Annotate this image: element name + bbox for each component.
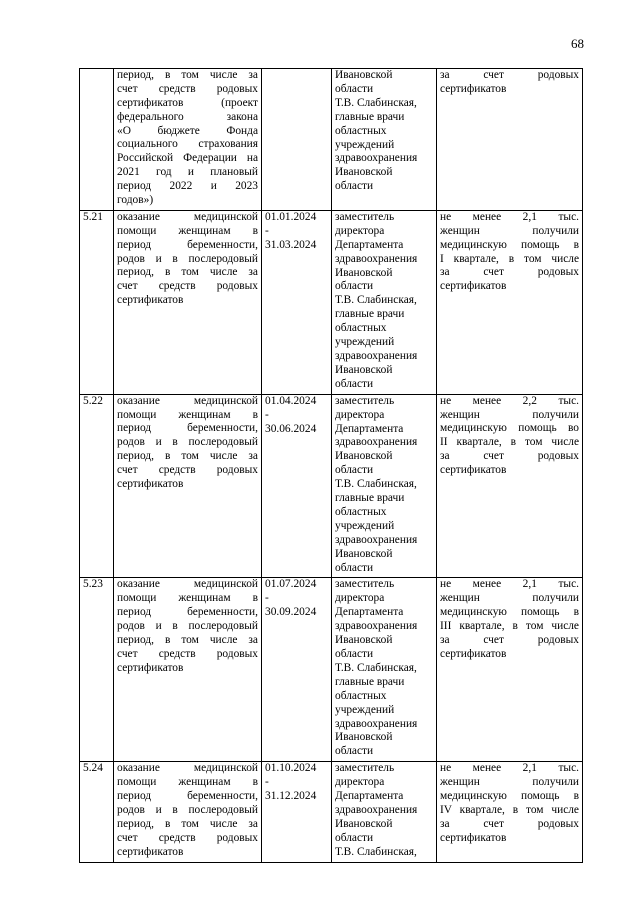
result-line: женщин получили	[440, 224, 579, 237]
responsible-line: здравоохранения	[335, 152, 418, 165]
responsible-cell	[332, 394, 437, 578]
table-row	[80, 578, 583, 762]
responsible-line: заместитель	[335, 762, 395, 775]
event-line: период 2022 и 2023	[117, 180, 258, 193]
result-cell	[437, 578, 583, 762]
event-line: помощи женщинам в	[117, 592, 258, 605]
responsible-line: главные врачи	[335, 675, 405, 688]
responsible-line: заместитель	[335, 394, 395, 407]
responsible-line: здравоохранения	[335, 533, 418, 546]
result-line: сертификатов	[440, 464, 507, 477]
event-line: сертификатов (проект	[117, 96, 258, 109]
responsible-line: областных	[335, 124, 387, 137]
result-line: за счет родовых	[440, 266, 579, 279]
plan-table-body	[80, 69, 583, 863]
event-line: сертификатов	[117, 478, 184, 491]
event-line: родов и в послеродовый	[117, 803, 258, 816]
event-line: социального страхования	[117, 138, 258, 151]
responsible-line: учреждений	[335, 519, 395, 532]
event-line: родов и в послеродовый	[117, 620, 258, 633]
responsible-line: директора	[335, 592, 385, 605]
responsible-line: Департамента	[335, 238, 404, 251]
responsible-line: области	[335, 745, 374, 758]
event-line: помощи женщинам в	[117, 408, 258, 421]
responsible-line: здравоохранения	[335, 436, 418, 449]
result-line: не менее 2,2 тыс.	[440, 394, 579, 407]
event-line: период, в том числе за	[117, 634, 258, 647]
responsible-line: Департамента	[335, 422, 404, 435]
result-line: женщин получили	[440, 592, 579, 605]
term-line: -	[265, 224, 269, 237]
responsible-line: здравоохранения	[335, 717, 418, 730]
event-line: период, в том числе за	[117, 266, 258, 279]
term-line: 01.04.2024	[265, 394, 317, 407]
event-line: оказание медицинской	[117, 394, 258, 407]
responsible-line: директора	[335, 776, 385, 789]
term-cell	[262, 394, 332, 578]
event-line: родов и в послеродовый	[117, 436, 258, 449]
result-line: за счет родовых	[440, 634, 579, 647]
event-line: счет средств родовых	[117, 464, 258, 477]
event-cell	[114, 394, 262, 578]
table-row	[80, 210, 583, 394]
result-cell	[437, 210, 583, 394]
responsible-line: учреждений	[335, 703, 395, 716]
event-line: сертификатов	[117, 294, 184, 307]
page-number: 68	[571, 36, 584, 51]
event-line: период беременности,	[117, 238, 258, 251]
event-line: «О бюджете Фонда	[117, 124, 258, 137]
responsible-line: директора	[335, 224, 385, 237]
term-line: 31.12.2024	[265, 790, 317, 803]
row-number-cell: 5.22	[80, 394, 114, 578]
responsible-line: Ивановской	[335, 731, 393, 744]
event-line: 2021 год и плановый	[117, 166, 258, 179]
responsible-line: здравоохранения	[335, 252, 418, 265]
responsible-line: областных	[335, 689, 387, 702]
result-line: III квартале, в том числе	[440, 620, 579, 633]
responsible-line: областных	[335, 505, 387, 518]
event-cell	[114, 69, 262, 211]
responsible-line: области	[335, 377, 374, 390]
term-line: -	[265, 776, 269, 789]
result-cell	[437, 69, 583, 211]
responsible-line: главные врачи	[335, 308, 405, 321]
result-cell	[437, 394, 583, 578]
table-row	[80, 69, 583, 211]
event-line: годов»)	[117, 194, 154, 207]
event-line: оказание медицинской	[117, 578, 258, 591]
result-line: сертификатов	[440, 280, 507, 293]
event-line: помощи женщинам в	[117, 224, 258, 237]
term-cell	[262, 210, 332, 394]
event-line: счет средств родовых	[117, 280, 258, 293]
result-line: IV квартале, в том числе	[440, 803, 579, 816]
responsible-line: здравоохранения	[335, 803, 418, 816]
responsible-line: директора	[335, 408, 385, 421]
result-cell	[437, 762, 583, 862]
responsible-line: области	[335, 280, 374, 293]
result-line: медицинскую помощь во	[440, 422, 579, 435]
term-line: 01.01.2024	[265, 210, 317, 223]
responsible-line: области	[335, 464, 374, 477]
row-number-cell	[80, 69, 114, 211]
term-line: 01.07.2024	[265, 578, 317, 591]
responsible-line: Т.В. Слабинская,	[335, 96, 417, 109]
responsible-line: области	[335, 180, 374, 193]
responsible-line: заместитель	[335, 210, 395, 223]
result-line: сертификатов	[440, 82, 507, 95]
responsible-line: Ивановской	[335, 69, 393, 81]
responsible-line: Т.В. Слабинская,	[335, 661, 417, 674]
term-line: -	[265, 592, 269, 605]
event-line: помощи женщинам в	[117, 776, 258, 789]
table-row	[80, 394, 583, 578]
term-line: 31.03.2024	[265, 238, 317, 251]
event-line: сертификатов	[117, 661, 184, 674]
responsible-line: Департамента	[335, 606, 404, 619]
term-line: 01.10.2024	[265, 762, 317, 775]
responsible-line: Т.В. Слабинская,	[335, 294, 417, 307]
term-cell	[262, 762, 332, 862]
result-line: медицинскую помощь в	[440, 238, 579, 251]
responsible-cell	[332, 210, 437, 394]
event-line: оказание медицинской	[117, 210, 258, 223]
responsible-line: учреждений	[335, 138, 395, 151]
event-line: счет средств родовых	[117, 831, 258, 844]
result-line: II квартале, в том числе	[440, 436, 579, 449]
result-line: не менее 2,1 тыс.	[440, 210, 579, 223]
responsible-cell	[332, 69, 437, 211]
responsible-line: Т.В. Слабинская,	[335, 845, 417, 858]
result-line: женщин получили	[440, 408, 579, 421]
row-number-cell: 5.23	[80, 578, 114, 762]
result-line: не менее 2,1 тыс.	[440, 578, 579, 591]
event-line: Российской Федерации на	[117, 152, 258, 165]
event-line: оказание медицинской	[117, 762, 258, 775]
event-line: родов и в послеродовый	[117, 252, 258, 265]
responsible-line: главные врачи	[335, 110, 405, 123]
responsible-line: Ивановской	[335, 817, 393, 830]
responsible-line: заместитель	[335, 578, 395, 591]
term-line: 30.09.2024	[265, 606, 317, 619]
term-cell	[262, 578, 332, 762]
plan-table	[79, 68, 583, 863]
responsible-line: Ивановской	[335, 363, 393, 376]
result-line: медицинскую помощь в	[440, 606, 579, 619]
result-line: сертификатов	[440, 831, 507, 844]
result-line: I квартале, в том числе	[440, 252, 579, 265]
event-line: период, в том числе за	[117, 817, 258, 830]
event-line: сертификатов	[117, 845, 184, 858]
responsible-line: области	[335, 561, 374, 574]
event-line: счет средств родовых	[117, 647, 258, 660]
event-cell	[114, 210, 262, 394]
responsible-line: здравоохранения	[335, 349, 418, 362]
responsible-line: области	[335, 648, 374, 661]
responsible-line: Департамента	[335, 790, 404, 803]
table-row	[80, 762, 583, 862]
result-line: за счет родовых	[440, 450, 579, 463]
responsible-line: Ивановской	[335, 266, 393, 279]
event-line: счет средств родовых	[117, 82, 258, 95]
term-cell	[262, 69, 332, 211]
responsible-line: Ивановской	[335, 547, 393, 560]
event-line: период беременности,	[117, 606, 258, 619]
event-cell	[114, 578, 262, 762]
row-number-cell: 5.21	[80, 210, 114, 394]
result-line: сертификатов	[440, 647, 507, 660]
event-line: период беременности,	[117, 422, 258, 435]
responsible-line: здравоохранения	[335, 620, 418, 633]
term-line: -	[265, 408, 269, 421]
row-number-cell: 5.24	[80, 762, 114, 862]
result-line: женщин получили	[440, 776, 579, 789]
responsible-line: Ивановской	[335, 450, 393, 463]
term-line: 30.06.2024	[265, 422, 317, 435]
responsible-cell	[332, 578, 437, 762]
result-line: за счет родовых	[440, 817, 579, 830]
responsible-cell	[332, 762, 437, 862]
result-line: не менее 2,1 тыс.	[440, 762, 579, 775]
responsible-line: области	[335, 831, 374, 844]
responsible-line: Ивановской	[335, 634, 393, 647]
event-line: период, в том числе за	[117, 69, 258, 81]
event-cell	[114, 762, 262, 862]
responsible-line: учреждений	[335, 336, 395, 349]
responsible-line: Ивановской	[335, 166, 393, 179]
result-line: медицинскую помощь в	[440, 790, 579, 803]
responsible-line: областных	[335, 322, 387, 335]
responsible-line: области	[335, 82, 374, 95]
responsible-line: Т.В. Слабинская,	[335, 478, 417, 491]
event-line: период, в том числе за	[117, 450, 258, 463]
result-line: за счет родовых	[440, 69, 579, 81]
responsible-line: главные врачи	[335, 492, 405, 505]
event-line: период беременности,	[117, 790, 258, 803]
event-line: федерального закона	[117, 110, 258, 123]
